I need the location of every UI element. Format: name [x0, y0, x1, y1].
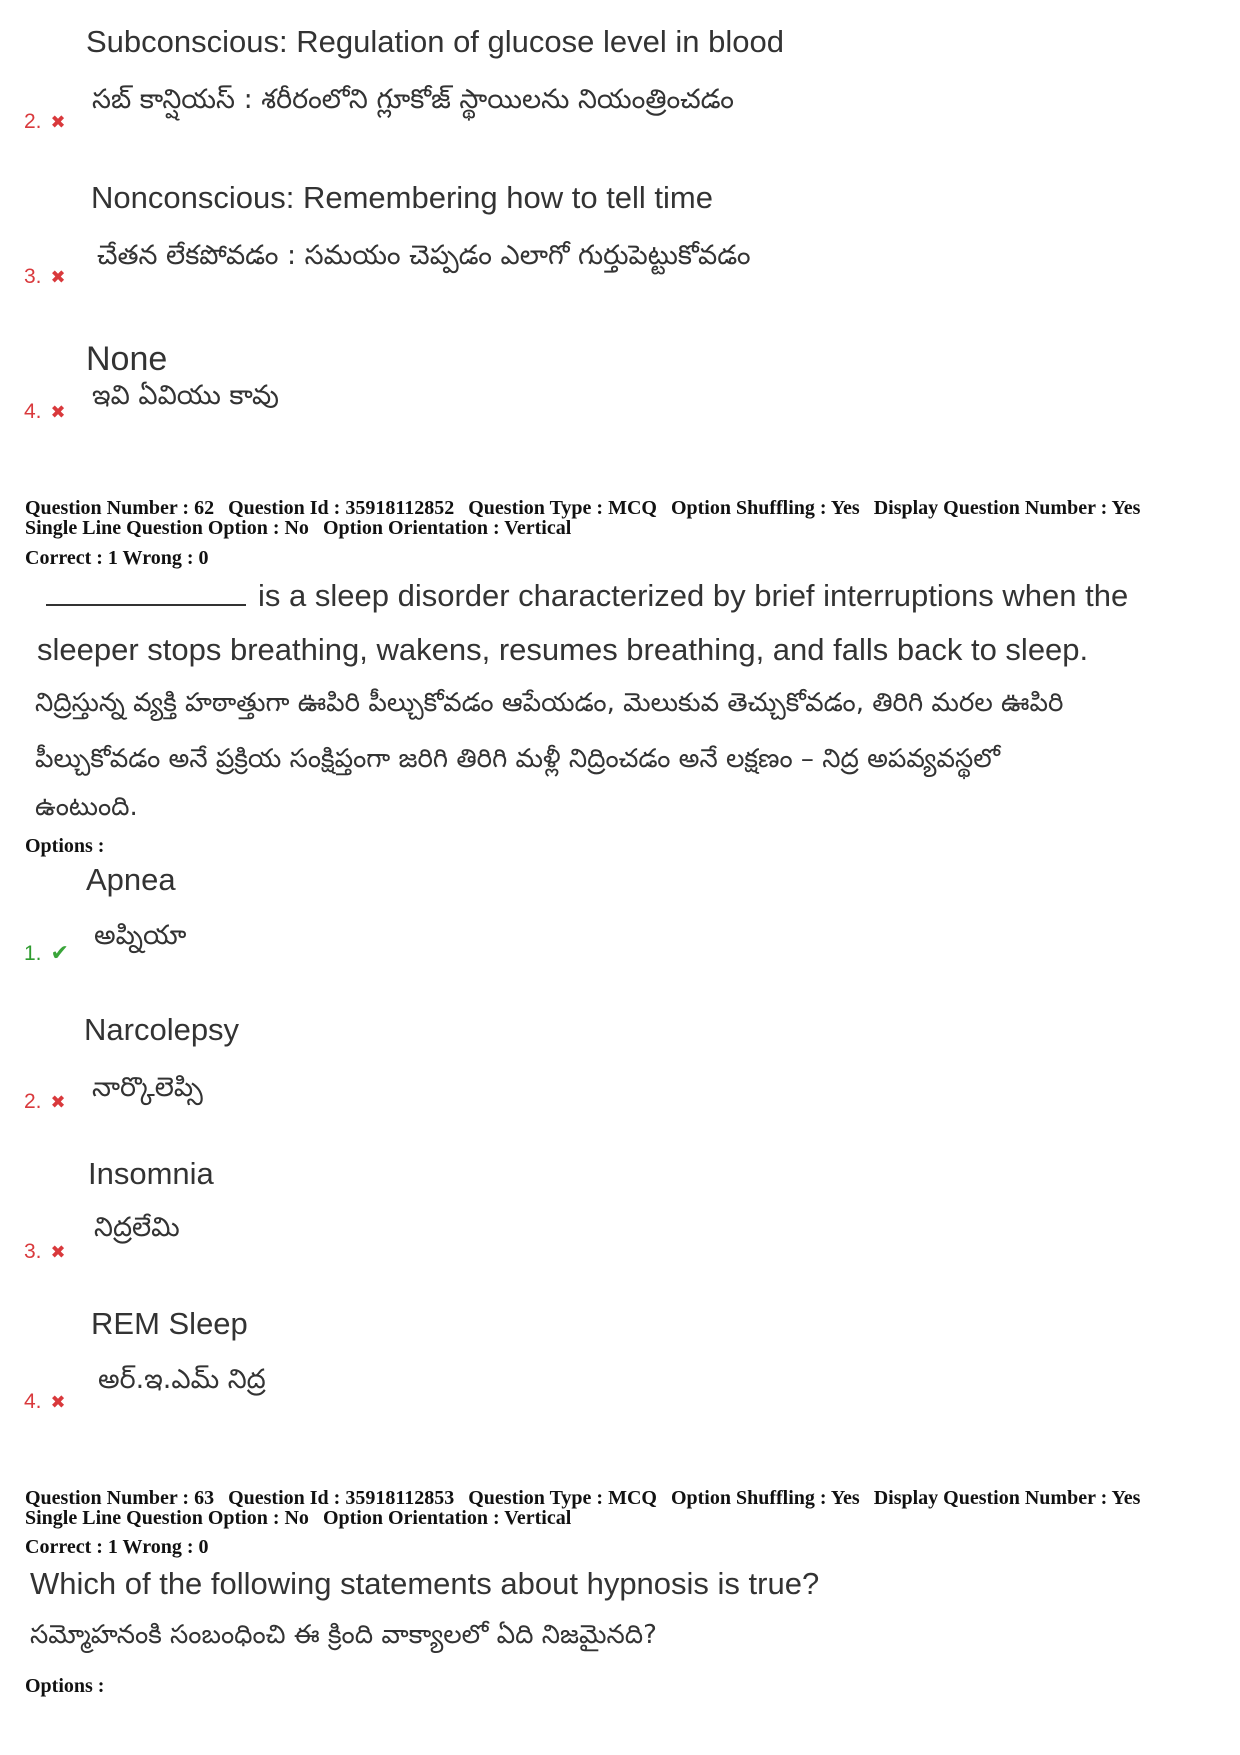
- check-icon: ✔: [50, 940, 69, 965]
- options-label: Options :: [25, 835, 105, 857]
- question-telugu: సమ్మోహనంకి సంబంధించి ఈ క్రింది వాక్యాలలో ఏది నిజమైనది?: [30, 1620, 657, 1650]
- option-number: 2. ✖: [24, 110, 66, 133]
- option-english: Nonconscious: Remembering how to tell time: [91, 180, 713, 215]
- options-label: Options :: [25, 1675, 105, 1697]
- cross-icon: ✖: [50, 1092, 66, 1112]
- option-telugu: అప్నియా: [94, 920, 187, 951]
- option-number: 2. ✖: [24, 1090, 66, 1113]
- question-telugu-line1: నిద్రిస్తున్న వ్యక్తి హఠాత్తుగా ఊపిరి పీల్చుకోవడం ఆపేయడం, మెలుకువ తెచ్చుకోవడం, తిరిగి మరల ఊపిరి: [35, 688, 1064, 718]
- question-text-line1: is a sleep disorder characterized by brief interruptions when the: [46, 578, 1128, 614]
- question-text-line2: sleeper stops breathing, wakens, resumes breathing, and falls back to sleep.: [37, 632, 1089, 667]
- option-number: 4. ✖: [24, 1390, 66, 1413]
- question-meta-line1: Question Number : 63 Question Id : 35918112853 Question Type : MCQ Option Shuffling : Yes Display Question Number : Yes: [25, 1487, 1141, 1509]
- option-number: 1. ✔: [24, 940, 69, 965]
- answer-blank: [46, 582, 246, 606]
- option-telugu: ఇవి ఏవియు కావు: [92, 380, 279, 411]
- option-telugu: సబ్ కాన్షియస్ : శరీరంలోని గ్లూకోజ్ స్థాయిలను నియంత్రించడం: [92, 84, 734, 115]
- cross-icon: ✖: [50, 267, 66, 287]
- cross-icon: ✖: [50, 402, 66, 422]
- option-telugu: నార్కొలెప్సి: [92, 1072, 203, 1103]
- option-english: Apnea: [86, 862, 176, 897]
- option-english: REM Sleep: [91, 1306, 248, 1341]
- score-line: Correct : 1 Wrong : 0: [25, 547, 209, 569]
- cross-icon: ✖: [50, 1242, 66, 1262]
- option-number: 4. ✖: [24, 400, 66, 423]
- question-telugu-line3: ఉంటుంది.: [35, 792, 138, 822]
- option-number: 3. ✖: [24, 265, 66, 288]
- cross-icon: ✖: [50, 1392, 66, 1412]
- option-english: None: [86, 340, 168, 378]
- option-english: Insomnia: [88, 1156, 214, 1191]
- option-english: Narcolepsy: [84, 1012, 240, 1047]
- question-telugu-line2: పీల్చుకోవడం అనే ప్రక్రియ సంక్షిప్తంగా జరిగి తిరిగి మళ్లీ నిద్రించడం అనే లక్షణం – నిద్ర అపవ్యవస్థలో: [35, 744, 1000, 774]
- question-meta-line2: Single Line Question Option : No Option Orientation : Vertical: [25, 1507, 572, 1529]
- score-line: Correct : 1 Wrong : 0: [25, 1536, 209, 1558]
- question-meta-line1: Question Number : 62 Question Id : 35918112852 Question Type : MCQ Option Shuffling : Yes Display Question Number : Yes: [25, 497, 1141, 519]
- cross-icon: ✖: [50, 112, 66, 132]
- question-text: Which of the following statements about hypnosis is true?: [30, 1566, 820, 1601]
- question-meta-line2: Single Line Question Option : No Option Orientation : Vertical: [25, 517, 572, 539]
- option-number: 3. ✖: [24, 1240, 66, 1263]
- option-telugu: చేతన లేకపోవడం : సమయం చెప్పడం ఎలాగో గుర్తుపెట్టుకోవడం: [97, 240, 751, 271]
- option-telugu: నిద్రలేమి: [94, 1212, 180, 1243]
- option-telugu: అర్.ఇ.ఎమ్ నిద్ర: [98, 1364, 266, 1395]
- option-english: Subconscious: Regulation of glucose level in blood: [86, 24, 784, 59]
